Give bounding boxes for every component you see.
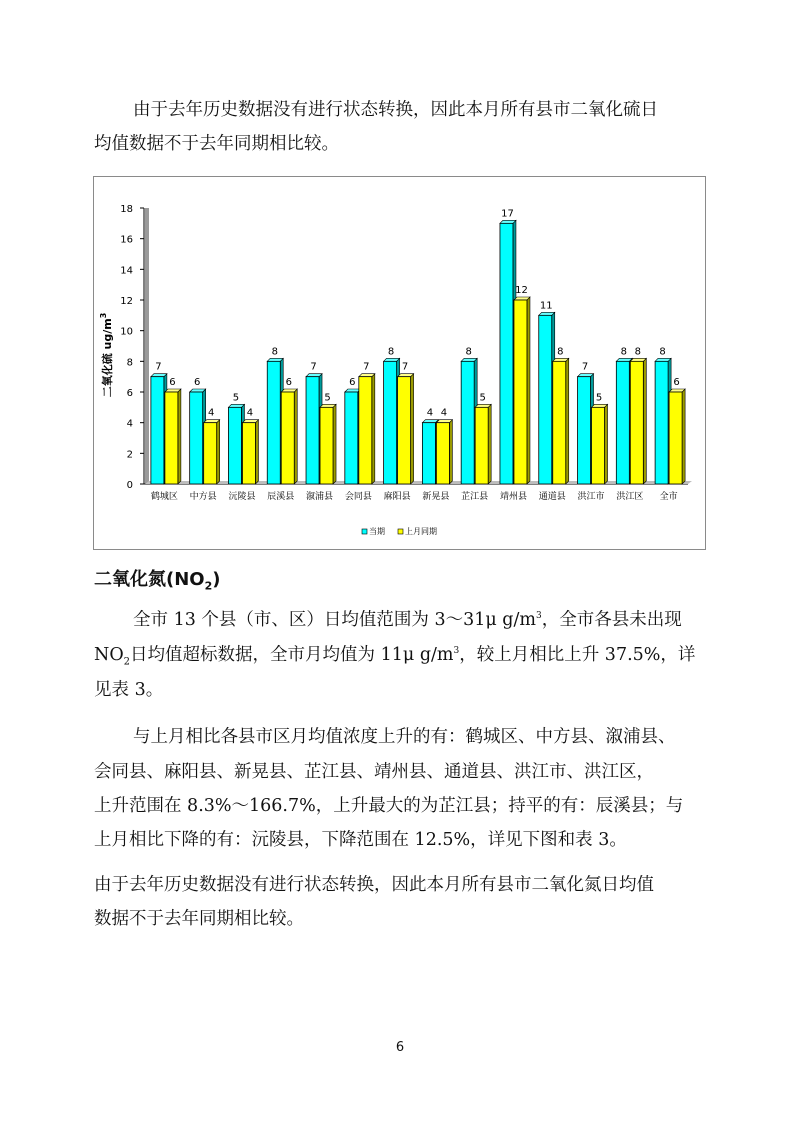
bar-side: [605, 404, 608, 484]
paragraph-so2-note-line2: [94, 136, 339, 154]
bar-top: [669, 389, 685, 392]
paragraph-no2-note-line1: [94, 877, 654, 895]
data-label: 8: [271, 346, 278, 358]
text: ，全市各县未出现: [541, 610, 682, 630]
text: 数据不于去年同期相比较。: [94, 909, 304, 929]
bar-current: [616, 361, 629, 484]
sub: 2: [123, 656, 131, 668]
bar-last-month: [669, 392, 682, 484]
bar-current: [539, 315, 552, 484]
category-label: 麻阳县: [383, 492, 411, 502]
sup: 3: [453, 646, 460, 657]
text: 上升范围在 8.3%～166.7%，上升最大的为芷江县；持平的有：辰溪县；与: [94, 796, 684, 816]
category-label: 鹤城区: [150, 492, 178, 502]
data-label: 5: [595, 392, 603, 404]
bar-top: [422, 420, 438, 423]
data-label: 6: [349, 377, 356, 388]
bar-side: [566, 358, 569, 484]
paragraph-no2-line2: [94, 647, 695, 668]
bar-top: [190, 389, 206, 392]
bar-top: [267, 358, 283, 361]
bar-side: [178, 389, 181, 484]
bar-current: [461, 361, 474, 484]
category-label: 通道县: [538, 492, 566, 502]
data-label: 8: [620, 346, 628, 358]
bar-top: [281, 389, 297, 392]
text: 由于去年历史数据没有进行状态转换，因此本月所有县市二氧化硫日: [133, 100, 658, 120]
data-label: 6: [673, 377, 680, 388]
heading-sub: 2: [204, 579, 213, 593]
data-label: 4: [440, 407, 448, 419]
data-label: 8: [465, 346, 472, 358]
data-label: 5: [324, 392, 331, 404]
bar-side: [333, 404, 336, 484]
text: 会同县、麻阳县、新晃县、芷江县、靖州县、通道县、洪江市、洪江区，: [94, 762, 654, 782]
paragraph-no2-line3: [94, 682, 163, 700]
bar-last-month: [514, 300, 527, 484]
bar-side: [527, 297, 530, 484]
data-label: 11: [539, 300, 553, 312]
bar-top: [242, 420, 258, 423]
bar-top: [204, 420, 220, 423]
bar-side: [682, 389, 685, 484]
data-label: 7: [581, 361, 589, 373]
data-label: 7: [363, 361, 370, 373]
y-axis-label-text: 二氧化硫 $ug/m^3$: [99, 312, 114, 398]
bar-current: [384, 361, 397, 484]
category-label: 洪江区: [616, 492, 644, 502]
bar-side: [255, 420, 258, 484]
y-axis-label: [99, 313, 114, 398]
bar-last-month: [592, 407, 605, 484]
bar-top: [398, 374, 414, 377]
data-label: 8: [387, 346, 395, 358]
bar-top: [461, 358, 477, 361]
bar-last-month: [553, 361, 566, 484]
bar-last-month: [165, 392, 178, 484]
data-label: 7: [401, 361, 409, 373]
bar-side: [372, 374, 375, 484]
bar-current: [228, 407, 241, 484]
text: 与上月相比各县市区月均值浓度上升的有：鹤城区、中方县、溆浦县、: [133, 727, 676, 747]
data-label: 12: [515, 285, 528, 296]
bar-last-month: [320, 407, 333, 484]
category-label: 芷江县: [461, 492, 489, 502]
bar-top: [165, 389, 181, 392]
section-heading-no2: [94, 565, 220, 593]
y-tick-label: 10: [120, 326, 133, 338]
data-label: 8: [634, 346, 642, 358]
data-label: 4: [207, 407, 215, 419]
bar-top: [151, 374, 167, 377]
bar-top: [578, 374, 594, 377]
bar-last-month: [281, 392, 294, 484]
paragraph-trend-line3: [94, 798, 683, 816]
data-label: 8: [557, 346, 564, 358]
data-label: 5: [479, 392, 486, 404]
bar-top: [384, 358, 400, 361]
text: 均值数据不于去年同期相比较。: [94, 134, 339, 154]
category-label: 溆浦县: [306, 492, 334, 502]
y-axis-wall: [145, 208, 149, 484]
text: 全市 13 个县（市、区）日均值范围为 3～31μ g/m: [133, 610, 536, 630]
text: 由于去年历史数据没有进行状态转换，因此本月所有县市二氧化氮日均值: [94, 875, 654, 895]
bar-top: [592, 404, 608, 407]
bar-top: [228, 404, 244, 407]
bar-top: [359, 374, 375, 377]
y-tick-label: 0: [126, 480, 133, 491]
chart-svg: [94, 177, 705, 549]
bar-top: [320, 404, 336, 407]
bar-side: [449, 420, 452, 484]
bar-current: [306, 377, 319, 484]
bar-last-month: [630, 361, 643, 484]
bar-last-month: [475, 407, 488, 484]
text: NO: [94, 645, 124, 665]
bar-top: [436, 420, 452, 423]
bar-side: [643, 358, 646, 484]
data-label: 4: [246, 407, 254, 419]
category-label: 新晃县: [422, 492, 450, 502]
y-tick-label: 16: [120, 234, 133, 246]
bar-last-month: [436, 423, 449, 484]
bar-side: [488, 404, 491, 484]
y-tick-label: 6: [126, 388, 133, 399]
bar-top: [539, 312, 555, 315]
bar-top: [630, 358, 646, 361]
bar-top: [655, 358, 671, 361]
text: ，较上月相比上升 37.5%，详: [459, 645, 696, 665]
data-label: 6: [285, 377, 292, 388]
text: 见表 3。: [94, 680, 164, 700]
category-label: 沅陵县: [228, 492, 256, 502]
bar-current: [345, 392, 358, 484]
text: 日均值超标数据，全市月均值为 11μ g/m: [130, 645, 454, 665]
bar-side: [411, 374, 414, 484]
data-label: 7: [155, 361, 162, 373]
bar-current: [500, 223, 513, 484]
data-label: 6: [193, 377, 201, 388]
bar-current: [655, 361, 668, 484]
bar-top: [475, 404, 491, 407]
bar-side: [294, 389, 297, 484]
y-tick-label: 2: [126, 449, 133, 461]
legend-label: 上月同期: [405, 527, 437, 536]
bar-last-month: [242, 423, 255, 484]
bar-current: [422, 423, 435, 484]
category-label: 全市: [659, 492, 678, 502]
bar-top: [500, 220, 516, 223]
bar-top: [514, 297, 530, 300]
bar-current: [578, 377, 591, 484]
paragraph-trend-line4: [94, 832, 627, 850]
paragraph-no2-note-line2: [94, 911, 304, 929]
bar-top: [616, 358, 632, 361]
so2-bar-chart: [93, 176, 706, 550]
data-label: 4: [426, 407, 434, 419]
category-label: 会同县: [344, 492, 372, 502]
legend-swatch: [362, 529, 367, 534]
y-tick-label: 14: [120, 265, 133, 277]
data-label: 5: [232, 392, 240, 404]
bar-current: [190, 392, 203, 484]
y-tick-label: 8: [126, 357, 133, 369]
text: 上月相比下降的有：沅陵县，下降范围在 12.5%，详见下图和表 3。: [94, 830, 627, 850]
category-label: 辰溪县: [267, 492, 295, 502]
bar-current: [151, 377, 164, 484]
data-label: 8: [659, 346, 666, 358]
heading-end: ): [212, 569, 221, 590]
x-axis-floor: [145, 481, 692, 484]
page-number: 6: [395, 1040, 405, 1055]
paragraph-trend-line1: [133, 729, 676, 747]
data-label: 17: [501, 208, 514, 220]
bar-top: [306, 374, 322, 377]
category-label: 洪江市: [577, 492, 605, 502]
bar-last-month: [398, 377, 411, 484]
bar-current: [267, 361, 280, 484]
paragraph-no2-line1: [133, 612, 682, 630]
paragraph-so2-note-line1: [133, 102, 658, 120]
heading-text: 二氧化氮(NO: [94, 569, 205, 590]
legend-swatch: [398, 529, 403, 534]
data-label: 7: [310, 361, 317, 373]
y-tick-label: 18: [120, 204, 133, 215]
bar-side: [217, 420, 220, 484]
bar-top: [553, 358, 569, 361]
data-label: 6: [169, 377, 176, 388]
sup: 3: [536, 611, 542, 622]
y-tick-label: 4: [126, 418, 133, 430]
legend-label: 当期: [369, 527, 385, 536]
category-label: 中方县: [189, 492, 217, 502]
bar-last-month: [359, 377, 372, 484]
bar-last-month: [204, 423, 217, 484]
paragraph-trend-line2: [94, 764, 654, 782]
y-tick-label: 12: [120, 296, 133, 307]
category-label: 靖州县: [499, 492, 527, 502]
